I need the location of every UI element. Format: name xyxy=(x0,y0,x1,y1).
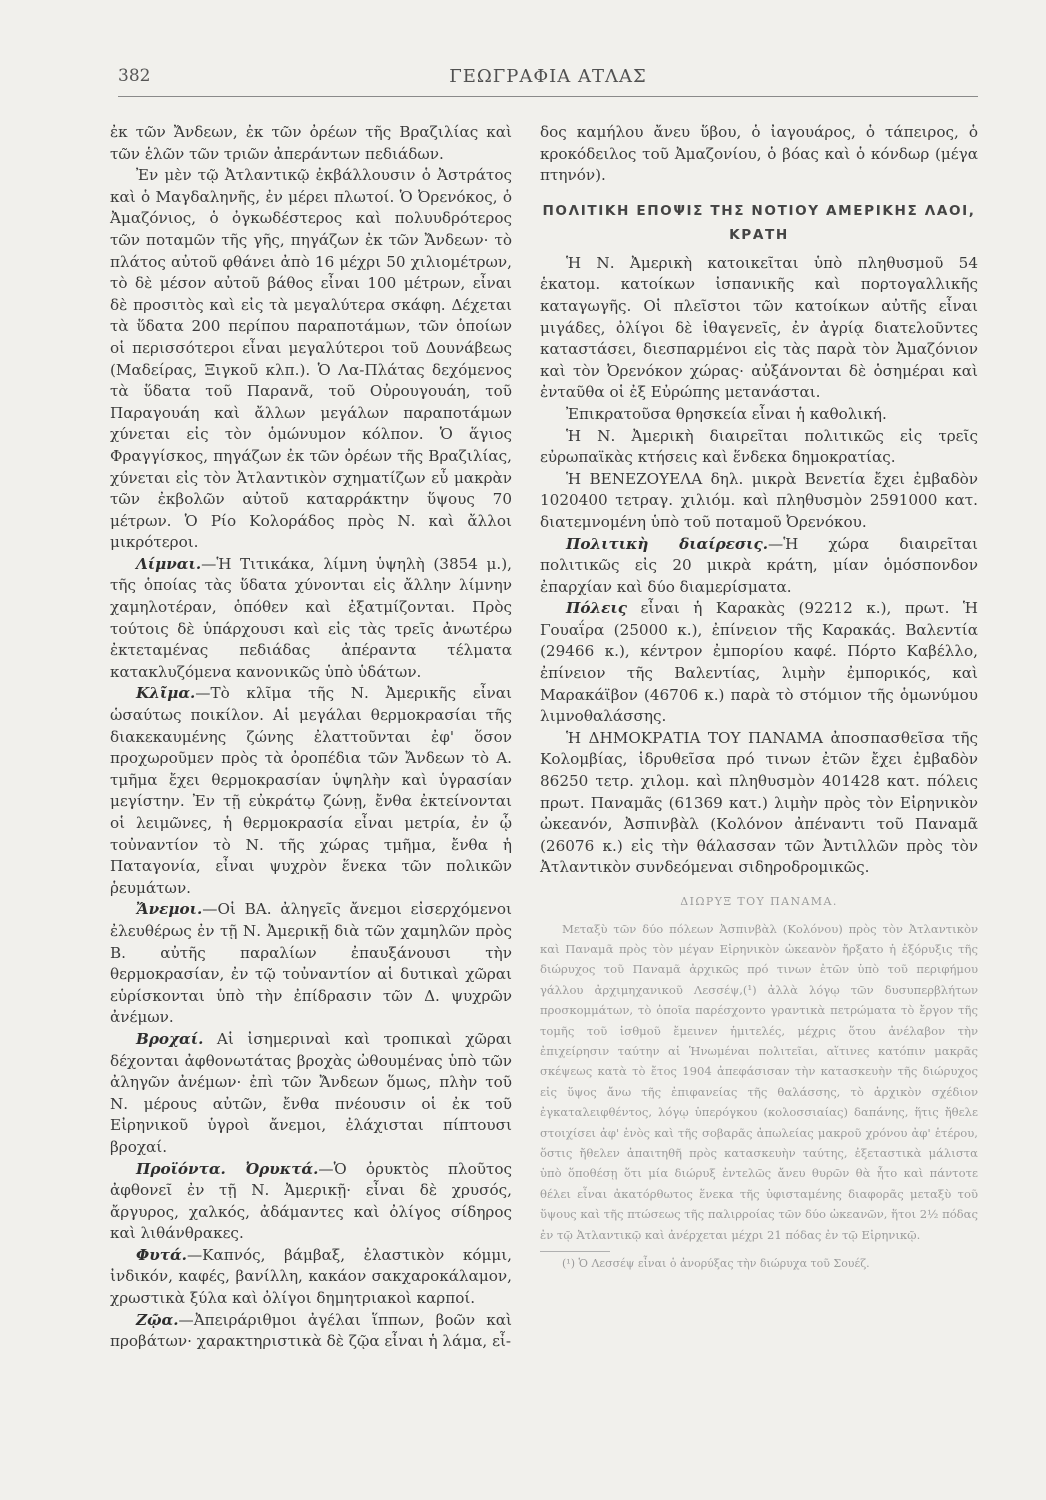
section-heading: ΠΟΛΙΤΙΚΗ ΕΠΟΨΙΣ ΤΗΣ ΝΟΤΙΟΥ ΑΜΕΡΙΚΗΣ ΛΑΟΙ, ΚΡΑΤΗ xyxy=(542,202,976,243)
plants-text: —Καπνός, βάμβαξ, ἐλαστικὸν κόμμι, ἰνδικόν, καφές, βανίλλη, κακάον σακχαροκάλαμον, χρωστικὰ ξύλα καὶ ὀλίγοι δημητριακοὶ καρποί. xyxy=(110,1245,512,1308)
header-rule xyxy=(118,96,978,97)
division-paragraph xyxy=(540,534,978,599)
inset-text: Μεταξὺ τῶν δύο πόλεων Ἀσπινβὰλ (Κολόνου) πρὸς τὸν Ἀτλαντικὸν καὶ Παναμᾶ πρὸς τὸν μέγαν Εἰρηνικὸν ὠκεανὸν ἤρξατο ἡ ἐξόρυξις τῆς διώρυχος τοῦ Παναμᾶ ἀρχικῶς πρό τινων ἐτῶν ὑπὸ τοῦ περιφήμου γάλλου ἀρχιμηχανικοῦ Λεσσέψ,(¹) ἀλλὰ λόγῳ τῶν δυσυπερβλήτων προσκομμάτων, τὸ ὁποῖα παρέσχοντο γραντικὰ πετρώματα τὸ ἔργον τῆς τομῆς τοῦ ἰσθμοῦ ἔμεινεν ἡμιτελές, μέχρις ὅτου ἀνέλαβον τὴν ἐπιχείρησιν ταύτην αἱ Ἡνωμέναι πολιτεῖαι, αἵτινες κατόπιν μακρᾶς σκέψεως κατὰ τὸ ἔτος 1904 ἀπεφάσισαν τὴν κατασκευὴν τῆς διώρυχος εἰς ὕψος ἄνω τῆς ἐπιφανείας τῆς θαλάσσης, τὸ ἀρχικὸν σχέδιον ἐγκαταλειφθέντος, λόγῳ ὑπερόγκου (κολοσσιαίας) δαπάνης, ἥτις ἤθελε στοιχίσει ἀφ' ἑνὸς καὶ τῆς σοβαρᾶς ἀπωλείας μακροῦ χρόνου ἀφ' ἑτέρου, ὅστις ἤθελεν ἀπαιτηθῆ πρὸς κατασκευὴν ταύτης, ἐξεταστικὰ μάλιστα ὑπὸ ὅποθέσῃ ὅτι μία διώρυξ ἐντελῶς ἄνευ θυρῶν θὰ ἦτο καὶ πάντοτε θέλει εἶναι ἀκατόρθωτος ἕνεκα τῆς ὑφισταμένης διαφορᾶς μεταξὺ τοῦ ὕψους καὶ τῆς πτώσεως τῆς παλιρροίας τῶν δύο ὠκεανῶν, ἥτοι 2½ πόδας ἐν τῷ Ἀτλαντικῷ καὶ ἀνέρχεται μέχρι 21 πόδας ἐν τῷ Εἰρηνικῷ. xyxy=(540,921,978,1242)
winds-heading: Ἄνεμοι. xyxy=(136,900,203,919)
paragraph: Ἡ Ν. Ἀμερικὴ διαιρεῖται πολιτικῶς εἰς τρεῖς εὐρωπαϊκὰς κτήσεις καὶ ἕνδεκα δημοκρατίας. xyxy=(540,426,978,467)
rains-text: Αἱ ἰσημεριναὶ καὶ τροπικαὶ χῶραι δέχονται ἀφθονωτάτας βροχὰς ὠθουμένας ὑπὸ τῶν ἀληγῶν ἀνέμων· ἐπὶ τῶν Ἄνδεων ὅμως, πλὴν τοῦ Ν. μέρους αὐτῶν, ἔνθα πνέουσιν οἱ ἐκ τοῦ Εἰρηνικοῦ ὑγροὶ ἄνεμοι, ἐλάχισται πίπτουσι βροχαί. xyxy=(110,1029,512,1156)
climate-paragraph xyxy=(110,683,512,899)
animals-heading: Ζῷα. xyxy=(136,1310,179,1329)
division-text: —Ἡ χώρα διαιρεῖται πολιτικῶς εἰς 20 μικρὰ κράτη, μίαν ὁμόσπονδον ἐπαρχίαν καὶ δύο διαμερίσματα. xyxy=(540,534,978,596)
animals-text: —Ἀπειράριθμοι ἀγέλαι ἵππων, βοῶν καὶ προβάτων· χαρακτηριστικὰ δὲ ζῷα εἶναι ἡ λάμα, εἶ- xyxy=(110,1310,512,1351)
page-header xyxy=(118,66,978,92)
climate-heading: Κλῖμα. xyxy=(136,684,196,703)
right-column xyxy=(540,122,978,1272)
lakes-heading: Λίμναι. xyxy=(136,554,202,573)
venezuela-paragraph: Ἡ ΒΕΝΕΖΟΥΕΛΑ δηλ. μικρὰ Βενετία ἔχει ἐμβαδὸν 1020400 τετραγ. χιλιόμ. καὶ πληθυσμὸν 2591000 κατ. διατεμνομένη ὑπὸ τοῦ ποταμοῦ Ὀρενόκου. xyxy=(540,469,978,531)
division-heading: Πολιτικὴ διαίρεσις. xyxy=(566,534,769,553)
winds-text: —Οἱ ΒΑ. ἀληγεῖς ἄνεμοι εἰσερχόμενοι ἐλευθέρως ἐν τῇ Ν. Ἀμερικῇ διὰ τῶν χαμηλῶν πρὸς Β. αὐτῆς παραλίων ἐπαυξάνουσι τὴν θερμοκρασίαν, ἐν τῷ τοὐναντίον αἱ δυτικαὶ χῶραι εὑρίσκονται ὑπὸ τὴν ἐπίδρασιν τῶν Δ. ψυχρῶν ἀνέμων. xyxy=(110,900,512,1027)
lakes-text: —Ἡ Τιτικάκα, λίμνη ὑψηλὴ (3854 μ.), τῆς ὁποίας τὰς ὕδατα χύνονται εἰς ἄλλην λίμνην χαμηλοτέραν, ὁπόθεν καὶ ἐξατμίζονται. Πρὸς τούτοις δὲ ὑπάρχουσι καὶ εἰς τὰς τρεῖς ἀνωτέρω ἐκτεταμένας πεδιάδας ἀπέραντα τέλματα κατακλυζόμενα κανονικῶς ὑπὸ ὑδάτων. xyxy=(110,554,512,681)
paragraph: δος καμήλου ἄνευ ὕβου, ὁ ἰαγουάρος, ὁ τάπειρος, ὁ κροκόδειλος τοῦ Ἀμαζονίου, ὁ βόας καὶ ὁ κόνδωρ (μέγα πτηνόν). xyxy=(540,123,978,185)
products-paragraph xyxy=(110,1159,512,1245)
paragraph: Ἡ Ν. Ἀμερικὴ κατοικεῖται ὑπὸ πληθυσμοῦ 54 ἑκατομ. κατοίκων ἰσπανικῆς καὶ πορτογαλλικῆς καταγωγῆς. Οἱ πλεῖστοι τῶν κατοίκων αὐτῆς εἶναι μιγάδες, ὀλίγοι δὲ ἰθαγενεῖς, ἐν ἀγρίᾳ διατελοῦντες καταστάσει, διεσπαρμένοι εἰς τὰς παρὰ τὸν Ἀμαζόνιον καὶ τὸν Ὀρενόκον χώρας· αὐξάνονται δὲ ὁσημέραι καὶ ἐνταῦθα οἱ ἐξ Εὐρώπης μετανάσται. xyxy=(540,253,978,402)
footnote: (¹) Ὁ Λεσσέψ εἶναι ὁ ἀνορύξας τὴν διώρυχα τοῦ Σουέζ. xyxy=(562,1257,870,1271)
paragraph: Ἐπικρατοῦσα θρησκεία εἶναι ἡ καθολική. xyxy=(566,404,887,423)
page-number: 382 xyxy=(118,66,151,86)
rains-heading: Βροχαί. xyxy=(136,1029,204,1048)
inset-title: ΔΙΩΡΥΞ ΤΟΥ ΠΑΝΑΜΑ. xyxy=(680,895,838,908)
plants-paragraph xyxy=(110,1245,512,1310)
rains-paragraph xyxy=(110,1029,512,1159)
inset-block xyxy=(540,919,978,1273)
animals-paragraph xyxy=(110,1310,512,1353)
plants-heading: Φυτά. xyxy=(136,1245,187,1264)
paragraph: Ἐν μὲν τῷ Ἀτλαντικῷ ἐκβάλλουσιν ὁ Ἀστράτος καὶ ὁ Μαγδαληνῆς, ἐν μέρει πλωτοί. Ὁ Ὀρενόκος, ὁ Ἀμαζόνιος, ὁ ὀγκωδέστερος καὶ πολυυδρότερος τῶν ποταμῶν τῆς γῆς, πηγάζων ἐκ τῶν Ἄνδεων· τὸ πλάτος αὐτοῦ φθάνει ἀπὸ 16 μέχρι 50 χιλιομέτρων, τὸ δὲ μέσον αὐτοῦ βάθος εἶναι 100 μέτρων, εἶναι δὲ προσιτὸς καὶ εἰς τὰ μεγαλύτερα σκάφη. Δέχεται τὰ ὕδατα 200 περίπου παραποτάμων, τῶν ὁποίων οἱ περισσότεροι εἶναι μεγαλύτεροι τοῦ Δουνάβεως (Μαδείρας, Ξιγκοῦ κλπ.). Ὁ Λα-Πλάτας δεχόμενος τὰ ὕδατα τοῦ Παρανᾶ, τοῦ Οὐρουγουάη, τοῦ Παραγουάη καὶ ἄλλων μεγάλων παραποτάμων χύνεται εἰς τὸν ὁμώνυμον κόλπον. Ὁ ἅγιος Φραγγίσκος, πηγάζων ἐκ τῶν ὀρέων τῆς Βραζιλίας, χύνεται εἰς τὸν Ἀτλαντικὸν σχηματίζων εὖ μακρὰν τῶν ἐκβολῶν αὐτοῦ καταρράκτην ὕψους 70 μέτρων. Ὁ Ρίο Κολοράδος πρὸς Ν. καὶ ἄλλοι μικρότεροι. xyxy=(110,166,512,552)
climate-text: —Τὸ κλῖμα τῆς Ν. Ἀμερικῆς εἶναι ὡσαύτως ποικίλον. Αἱ μεγάλαι θερμοκρασίαι τῆς διακεκαυμένης ζώνης ἐλαττοῦνται ἐφ' ὅσον προχωροῦμεν πρὸς τὰ ὀροπέδια τῶν Ἄνδεων τὸ Α. τμῆμα ἔχει θερμοκρασίαν ὑψηλὴν καὶ ὑγρασίαν μεγίστην. Ἐν τῇ εὐκράτῳ ζώνῃ, ἔνθα ἐκτείνονται οἱ λειμῶνες, ἡ θερμοκρασία εἶναι μετρία, ἐν ᾧ τοὐναντίον τὸ Ν. τῆς χώρας τμῆμα, ἔνθα ἡ Παταγονία, εἶναι ψυχρὸν ἕνεκα τῶν πολικῶν ῥευμάτων. xyxy=(110,684,512,897)
cities-text: εἶναι ἡ Καρακὰς (92212 κ.), πρωτ. Ἡ Γουαΐρα (25000 κ.), ἐπίνειον τῆς Καρακάς. Βαλεντία (29466 κ.), κέντρον ἐμπορίου καφέ. Πόρτο Καβέλλο, ἐπίνειον τῆς Βαλεντίας, λιμὴν ἐμπορικός, καὶ Μαρακάϊβον (46706 κ.) παρὰ τὸ στόμιον τῆς ὁμωνύμου λιμνοθαλάσσης. xyxy=(540,599,978,726)
cities-paragraph xyxy=(540,598,978,728)
winds-paragraph xyxy=(110,899,512,1029)
footnote-rule xyxy=(540,1251,610,1252)
paragraph: ἐκ τῶν Ἄνδεων, ἐκ τῶν ὀρέων τῆς Βραζιλίας καὶ τῶν ἑλῶν τῶν τριῶν ἀπεράντων πεδιάδων. xyxy=(110,123,512,163)
products-text: —Ὁ ὀρυκτὸς πλοῦτος ἀφθονεῖ ἐν τῇ Ν. Ἀμερικῇ· εἶναι δὲ χρυσός, ἄργυρος, χαλκός, ἀδάμαντες καὶ ὀλίγος σίδηρος καὶ λιθάνθρακες. xyxy=(110,1159,513,1243)
cities-heading: Πόλεις xyxy=(566,599,627,618)
left-column xyxy=(110,122,512,1353)
products-heading: Προϊόντα. Ὀρυκτά. xyxy=(136,1159,319,1178)
running-title: ΓΕΩΓΡΑΦΙΑ ΑΤΛΑΣ xyxy=(449,66,647,87)
lakes-paragraph xyxy=(110,554,512,684)
panama-paragraph: Ἡ ΔΗΜΟΚΡΑΤΙΑ ΤΟΥ ΠΑΝΑΜΑ ἀποσπασθεῖσα τῆς Κολομβίας, ἱδρυθεῖσα πρό τινων ἐτῶν ἔχει ἐμβαδὸν 86250 τετρ. χιλομ. καὶ πληθυσμὸν 401428 κατ. πόλεις πρωτ. Παναμᾶς (61369 κατ.) λιμὴν πρὸς τὸν Εἰρηνικὸν ὠκεανόν, Ἀσπινβὰλ (Κολόνον ἀπέναντι τοῦ Παναμᾶ (26076 κ.) εἰς τὴν θάλασσαν τῶν Ἀντιλλῶν πρὸς τὸν Ἀτλαντικὸν συνδεόμεναι σιδηροδρομικῶς. xyxy=(540,728,978,877)
